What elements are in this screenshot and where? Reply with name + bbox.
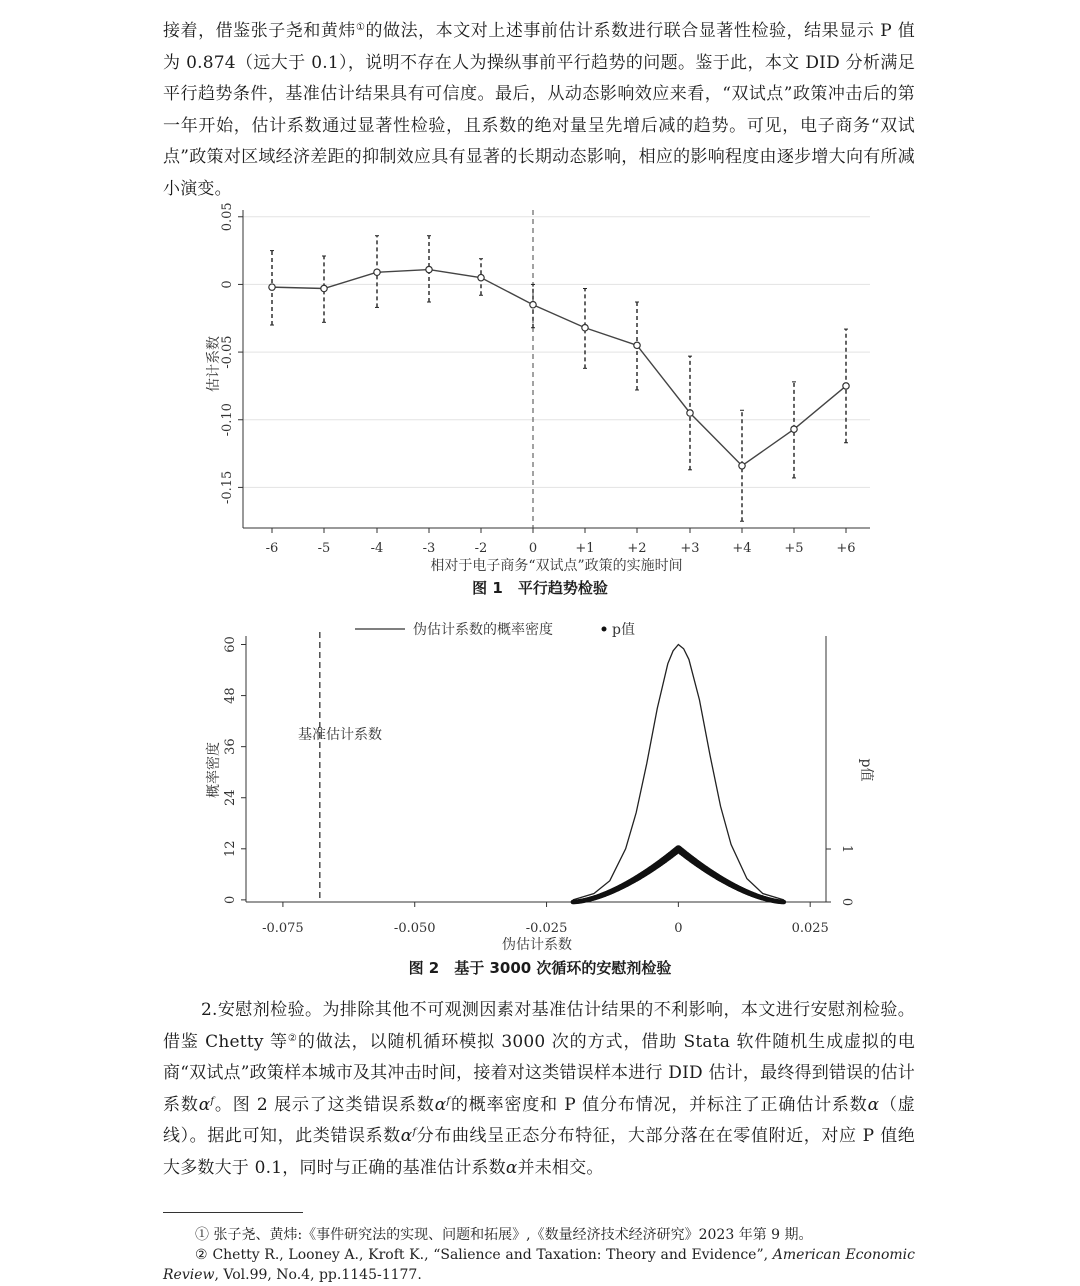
- y-tick-label: 24: [223, 789, 238, 807]
- y-tick-label: 60: [223, 636, 238, 653]
- legend-pvalue-label: p值: [612, 622, 635, 638]
- x-tick-label: -0.075: [262, 921, 304, 936]
- figure-2-right-axis-label: p值: [858, 758, 874, 782]
- x-tick-label: -0.050: [393, 921, 436, 936]
- x-tick-label: 0: [674, 921, 683, 936]
- paragraph-1-text-a: 接着，借鉴张子尧和黄炜: [163, 21, 356, 41]
- paragraph-2-text-a: 2.安慰剂检验。为排除其他不可观测因素对基准估计结果的不利影响，本文进行安慰剂检验。借鉴 Chetty 等: [163, 1000, 915, 1052]
- footnote-2: [163, 1245, 915, 1285]
- paragraph-2-text-f: 分布曲线呈正态分布特征，大部分落在在零值附近，对应 P 值绝大多数大于 0.1，同时与正确的基准估计系数: [163, 1126, 915, 1178]
- footnote-2-text-b: , Vol.99, No.4, pp.1145-1177.: [214, 1267, 422, 1283]
- paragraph-2-text-e: （虚线）。据此可知，此类错误系数: [163, 1094, 915, 1146]
- footnote-divider: [163, 1212, 303, 1213]
- y-tick-label: 12: [223, 840, 238, 858]
- alpha-superscript: f: [210, 1095, 215, 1107]
- x-tick-label: 0: [528, 541, 538, 556]
- x-tick-label: 0.025: [791, 921, 829, 936]
- y-tick-label: 36: [223, 738, 238, 755]
- footnote-2-journal: American Economic Review: [163, 1247, 915, 1283]
- y-tick-label: -0.10: [220, 403, 235, 437]
- y-tick-label: 48: [223, 687, 238, 704]
- alpha-symbol: α: [867, 1094, 880, 1115]
- x-tick-label: -3: [422, 541, 436, 556]
- x-tick-label: +6: [836, 541, 856, 556]
- x-tick-label: -4: [370, 541, 384, 556]
- y-tick-label: 0: [223, 895, 238, 905]
- alpha-symbol: α: [198, 1094, 211, 1115]
- y-tick-label: -0.05: [220, 335, 235, 369]
- x-tick-label: +3: [680, 541, 700, 556]
- y-tick-label: 0.05: [220, 202, 235, 232]
- legend-density-label: 伪估计系数的概率密度: [413, 622, 553, 638]
- figure-2-caption: 图 2 基于 3000 次循环的安慰剂检验: [408, 959, 672, 977]
- figure-2-x-axis-label: 伪估计系数: [502, 937, 572, 953]
- figure-2-legend: [355, 621, 635, 638]
- figure-1-caption: 图 1 平行趋势检验: [472, 579, 608, 597]
- x-tick-label: +5: [784, 541, 804, 556]
- right-axis-tick-label: 1: [839, 844, 854, 854]
- right-axis-tick-label: 0: [839, 897, 854, 907]
- alpha-superscript: f: [446, 1095, 451, 1107]
- legend-pvalue-dot: [602, 627, 607, 632]
- alpha-symbol: α: [434, 1094, 447, 1115]
- paragraph-2-text-b: 的做法，以随机循环模拟 3000 次的方式，借助 Stata 软件随机生成虚拟的电商“双试点”政策样本城市及其冲击时间，接着对这类错误样本进行 DID 估计，最终得到错误的估计系数: [163, 1031, 915, 1115]
- figure-2-y-axis-label: 概率密度: [206, 742, 222, 798]
- paragraph-1-text-b: 的做法，本文对上述事前估计系数进行联合显著性检验，结果显示 P 值为 0.874（远大于 0.1），说明不存在人为操纵事前平行趋势的问题。鉴于此，本文 DID 分析满足平行趋势条件，基准估计结果具有可信度。最后，从动态影响效应来看，“双试点”政策冲击后的第一年开始，估计系数通过显著性检验，且系数的绝对量呈先增后减的趋势。可见，电子商务“双试点”政策对区域经济差距的抑制效应具有显著的长期动态影响，相应的影响程度由逐步增大向有所减小演变。: [163, 21, 915, 199]
- figure-1-y-axis-label: 估计系数: [206, 336, 222, 392]
- x-tick-label: +2: [627, 541, 647, 556]
- x-tick-label: -5: [317, 541, 331, 556]
- body-paragraph-2: [163, 995, 915, 1184]
- x-tick-label: -6: [265, 541, 279, 556]
- footnote-2-text-a: ② Chetty R., Looney A., Kroft K., “Salience and Taxation: Theory and Evidence”,: [195, 1247, 773, 1263]
- footnote-1: ① 张子尧、黄炜:《事件研究法的实现、问题和拓展》,《数量经济技术经济研究》2023 年第 9 期。: [195, 1227, 813, 1243]
- x-tick-label: -0.025: [525, 921, 568, 936]
- y-tick-label: -0.15: [220, 470, 235, 505]
- x-tick-label: -2: [474, 541, 488, 556]
- paragraph-2-text-c: 。图 2 展示了这类错误系数: [214, 1094, 435, 1115]
- alpha-symbol: α: [505, 1157, 518, 1178]
- density-curve: [573, 645, 784, 900]
- y-tick-label: 0: [220, 280, 235, 289]
- figure-1-x-axis-label: 相对于电子商务“双试点”政策的实施时间: [430, 558, 683, 574]
- alpha-symbol: α: [400, 1126, 413, 1146]
- alpha-superscript: f: [412, 1127, 417, 1138]
- x-tick-label: +4: [732, 541, 752, 556]
- p-value-point: [782, 900, 787, 905]
- paragraph-2-text-d: 的概率密度和 P 值分布情况，并标注了正确估计系数: [450, 1094, 868, 1115]
- footnote-ref-1: ①: [355, 22, 366, 33]
- paragraph-2-text-g: 并未相交。: [517, 1157, 604, 1178]
- footnote-ref-2: ②: [287, 1032, 298, 1044]
- baseline-coefficient-label: 基准估计系数: [298, 727, 382, 743]
- x-tick-label: +1: [575, 541, 595, 556]
- figure-2-marks: [320, 632, 786, 904]
